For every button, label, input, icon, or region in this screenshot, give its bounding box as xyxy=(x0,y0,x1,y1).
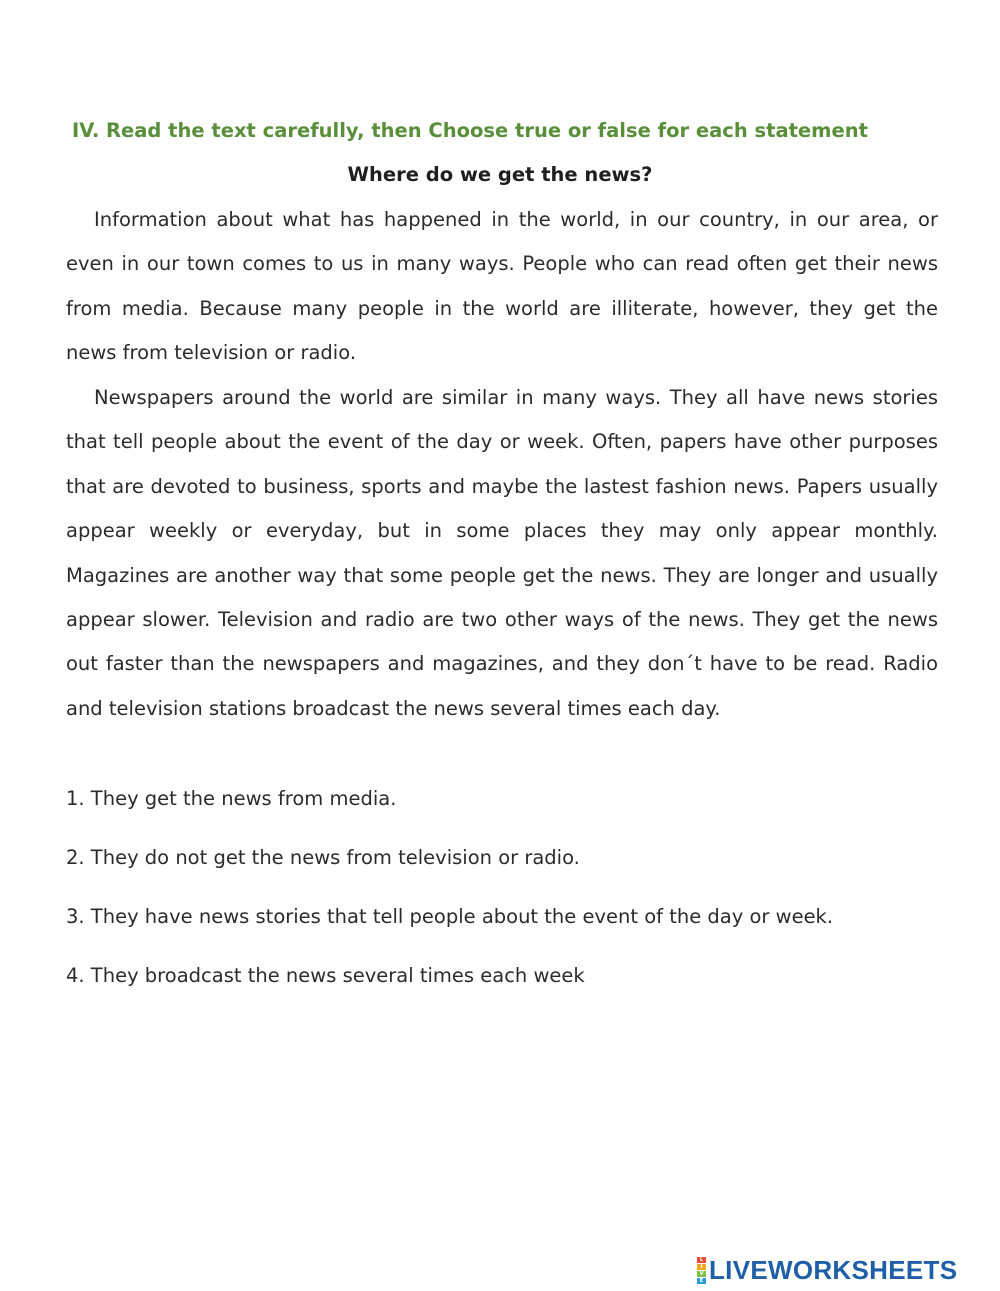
paragraph-text: Newspapers around the world are similar in many ways. They all have news stories that tell people about the event of the day or week. Often, papers have other purposes that are devoted to business, sports and maybe the lastest fashion news. Papers usually appear weekly or everyday, but in some places they may only appear monthly. Magazines are another way that some people get the news. They are longer and usually appear slower. Television and radio are two other ways of the news. They get the news out faster than the newspapers and magazines, and they don´t have to be read. Radio and television stations broadcast the news several times each day. xyxy=(66,386,938,720)
paragraph-text: Information about what has happened in the world, in our country, in our area, or even in our town comes to us in many ways. People who can read often get their news from media. Because many people in the world are illiterate, however, they get the news from television or radio. xyxy=(66,208,938,365)
logo-text: LIVEWORKSHEETS xyxy=(709,1254,958,1285)
liveworksheets-logo xyxy=(697,1256,957,1284)
logo-block: I xyxy=(697,1264,706,1270)
passage-paragraph-2 xyxy=(66,376,938,731)
logo-block: L xyxy=(697,1257,706,1263)
statement-4: 4. They broadcast the news several times each week xyxy=(66,964,585,987)
statement-2: 2. They do not get the news from television or radio. xyxy=(66,846,580,869)
logo-block: E xyxy=(697,1278,706,1284)
statement-1: 1. They get the news from media. xyxy=(66,787,397,810)
logo-block: V xyxy=(697,1271,706,1277)
reading-title: Where do we get the news? xyxy=(347,163,653,186)
logo-blocks-icon xyxy=(697,1257,706,1284)
passage-paragraph-1 xyxy=(66,198,938,376)
statement-3: 3. They have news stories that tell people about the event of the day or week. xyxy=(66,905,834,928)
section-heading: IV. Read the text carefully, then Choose true or false for each statement xyxy=(72,119,868,142)
